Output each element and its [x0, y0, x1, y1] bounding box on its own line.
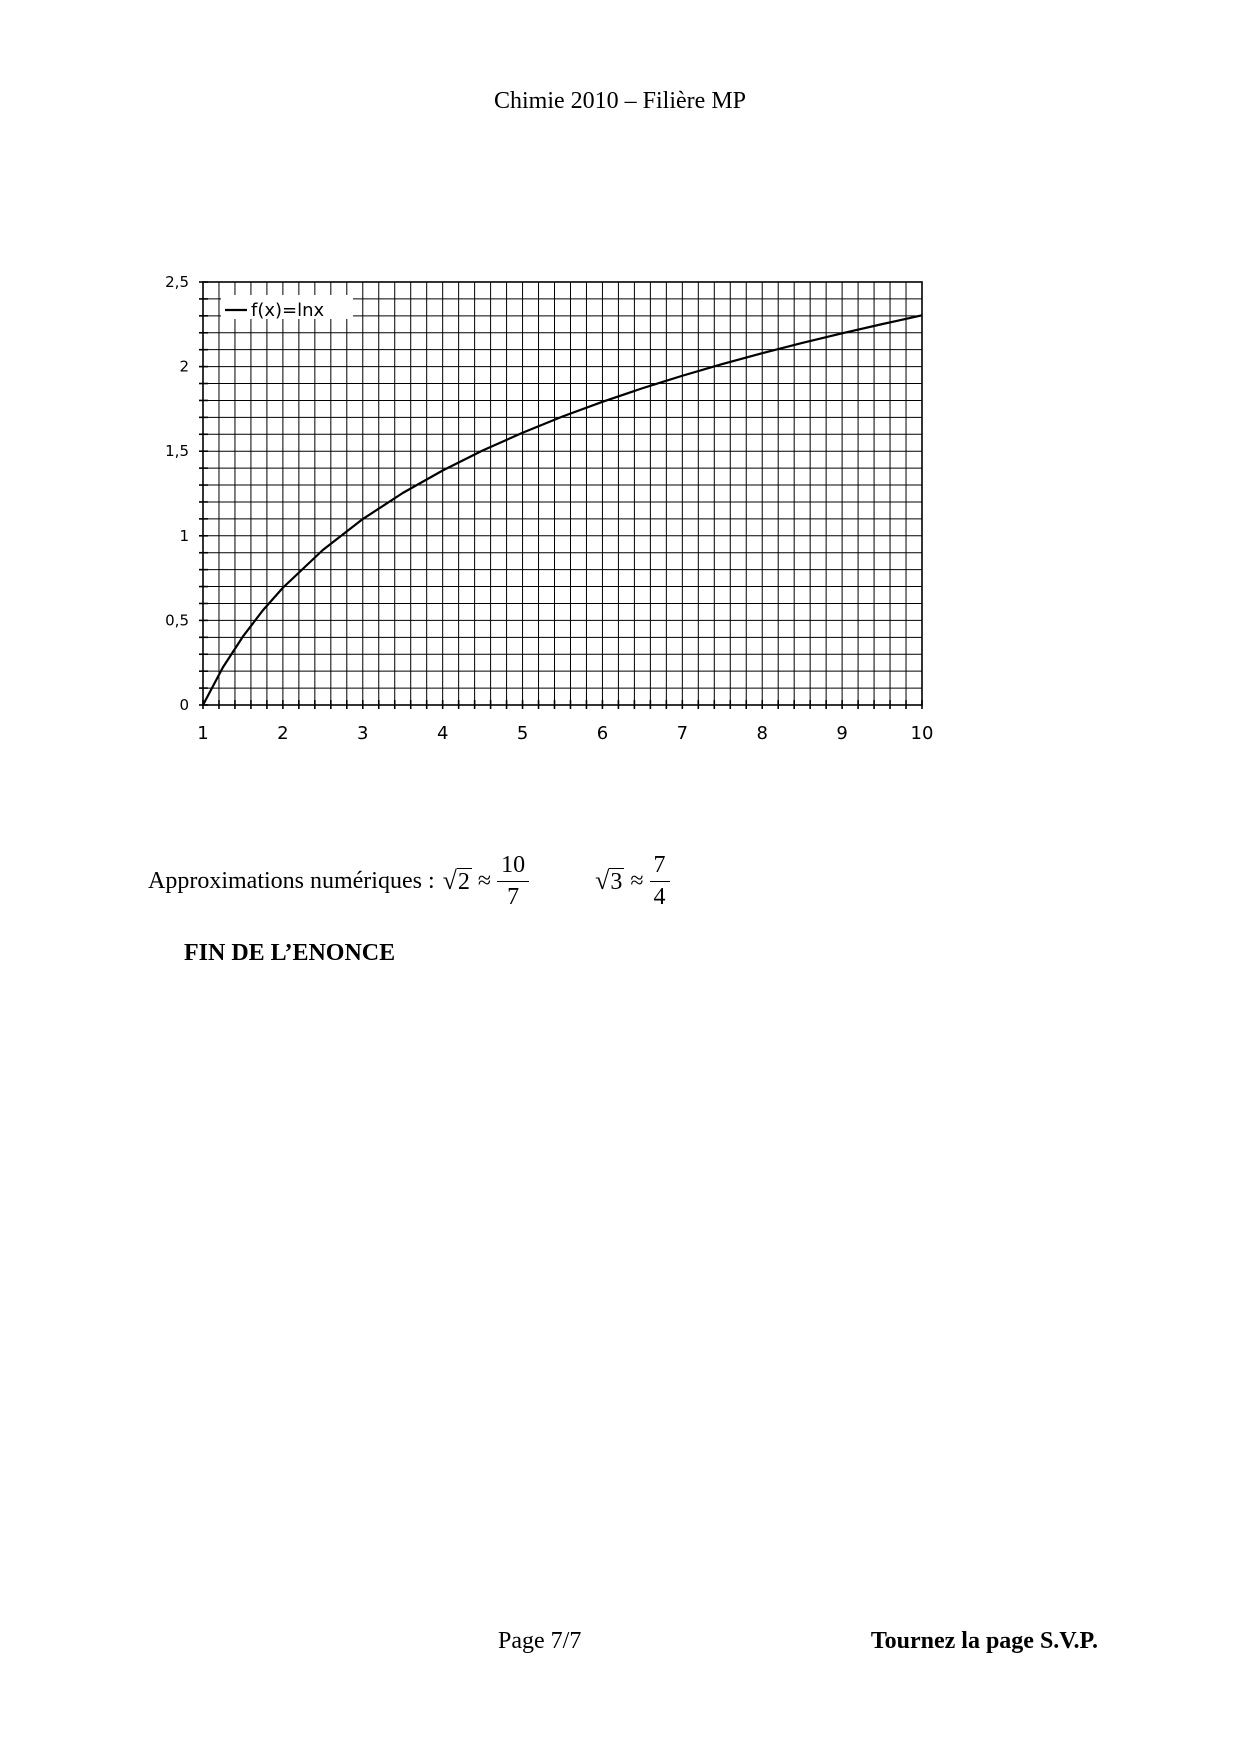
approximations-label: Approximations numériques : [148, 867, 435, 894]
y-tick-label: 2 [179, 357, 189, 376]
sqrt2-radicand: 2 [457, 868, 470, 895]
series-line-lnx [203, 315, 922, 705]
x-tick-label: 9 [836, 723, 848, 744]
sqrt2-denominator: 7 [507, 883, 520, 910]
plot-frame [203, 282, 922, 705]
sqrt2-fraction [497, 852, 529, 911]
sqrt3-approximation [587, 852, 669, 911]
x-tick-label: 6 [596, 723, 609, 744]
page-header: Chimie 2010 – Filière MP [494, 88, 746, 114]
sqrt2-approximation [435, 852, 529, 911]
x-tick-label: 4 [436, 723, 449, 744]
radical-sign-icon: √ [595, 865, 610, 895]
sqrt3-radical [595, 865, 624, 895]
y-tick-label: 2,5 [165, 273, 189, 291]
y-tick-label: 0 [179, 696, 189, 714]
ln-chart [140, 270, 1080, 830]
radical-sign-icon: √ [442, 865, 457, 895]
x-tick-label: 8 [756, 723, 768, 744]
x-tick-label: 10 [910, 723, 934, 744]
approx-symbol: ≈ [630, 867, 644, 894]
x-tick-label: 7 [676, 723, 689, 744]
sqrt2-numerator: 10 [497, 852, 529, 882]
sqrt3-fraction [650, 852, 670, 911]
legend-label: f(x)=lnx [251, 300, 325, 321]
y-tick-label: 1,5 [165, 442, 189, 461]
x-tick-label: 2 [277, 723, 289, 744]
approx-symbol: ≈ [477, 867, 492, 894]
end-of-statement: FIN DE L’ENONCE [184, 940, 396, 966]
sqrt3-numerator: 7 [650, 852, 670, 882]
page-number: Page 7/7 [498, 1628, 582, 1654]
sqrt3-denominator: 4 [653, 883, 666, 910]
x-tick-label: 5 [516, 723, 529, 744]
x-tick-label: 3 [357, 723, 369, 744]
x-tick-label: 1 [197, 723, 209, 744]
y-tick-label: 0,5 [165, 611, 189, 630]
y-tick-label: 1 [179, 526, 189, 545]
numeric-approximations [148, 852, 670, 911]
sqrt3-radicand: 3 [610, 868, 623, 895]
sqrt2-radical [442, 865, 472, 895]
turn-page-note: Tournez la page S.V.P. [870, 1628, 1098, 1654]
plot-group [165, 273, 933, 744]
